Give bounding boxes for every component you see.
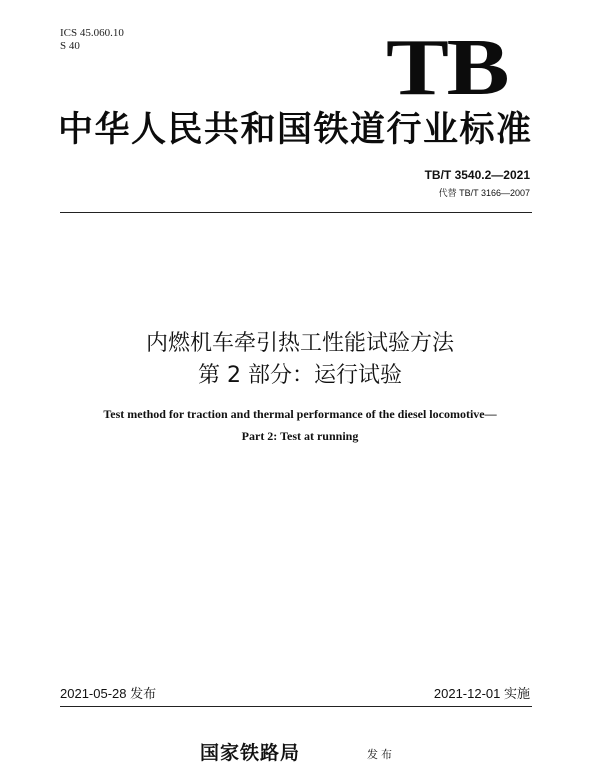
bottom-divider <box>60 706 532 707</box>
ccs-code: S 40 <box>60 40 80 52</box>
ics-code: ICS 45.060.10 <box>60 27 124 39</box>
organization-title: 中华人民共和国铁道行业标准 <box>58 109 533 150</box>
implementation-date: 2021-12-01 实施 <box>433 686 530 701</box>
top-divider <box>60 212 532 213</box>
title-chinese-line1: 内燃机车牵引热工性能试验方法 <box>145 331 454 356</box>
title-english-line2: Part 2: Test at running <box>241 429 359 443</box>
publish-label: 发布 <box>367 748 395 761</box>
title-chinese-line2: 第 2 部分：运行试验 <box>198 363 402 388</box>
standard-replaces: 代替 TB/T 3166—2007 <box>438 188 530 198</box>
tb-logo: TB <box>386 24 508 112</box>
standard-number: TB/T 3540.2—2021 <box>424 168 530 182</box>
title-english-line1: Test method for traction and thermal performance of the diesel locomotive— <box>103 407 497 421</box>
issue-date: 2021-05-28 发布 <box>60 686 157 701</box>
publisher-name: 国家铁路局 <box>200 742 301 764</box>
